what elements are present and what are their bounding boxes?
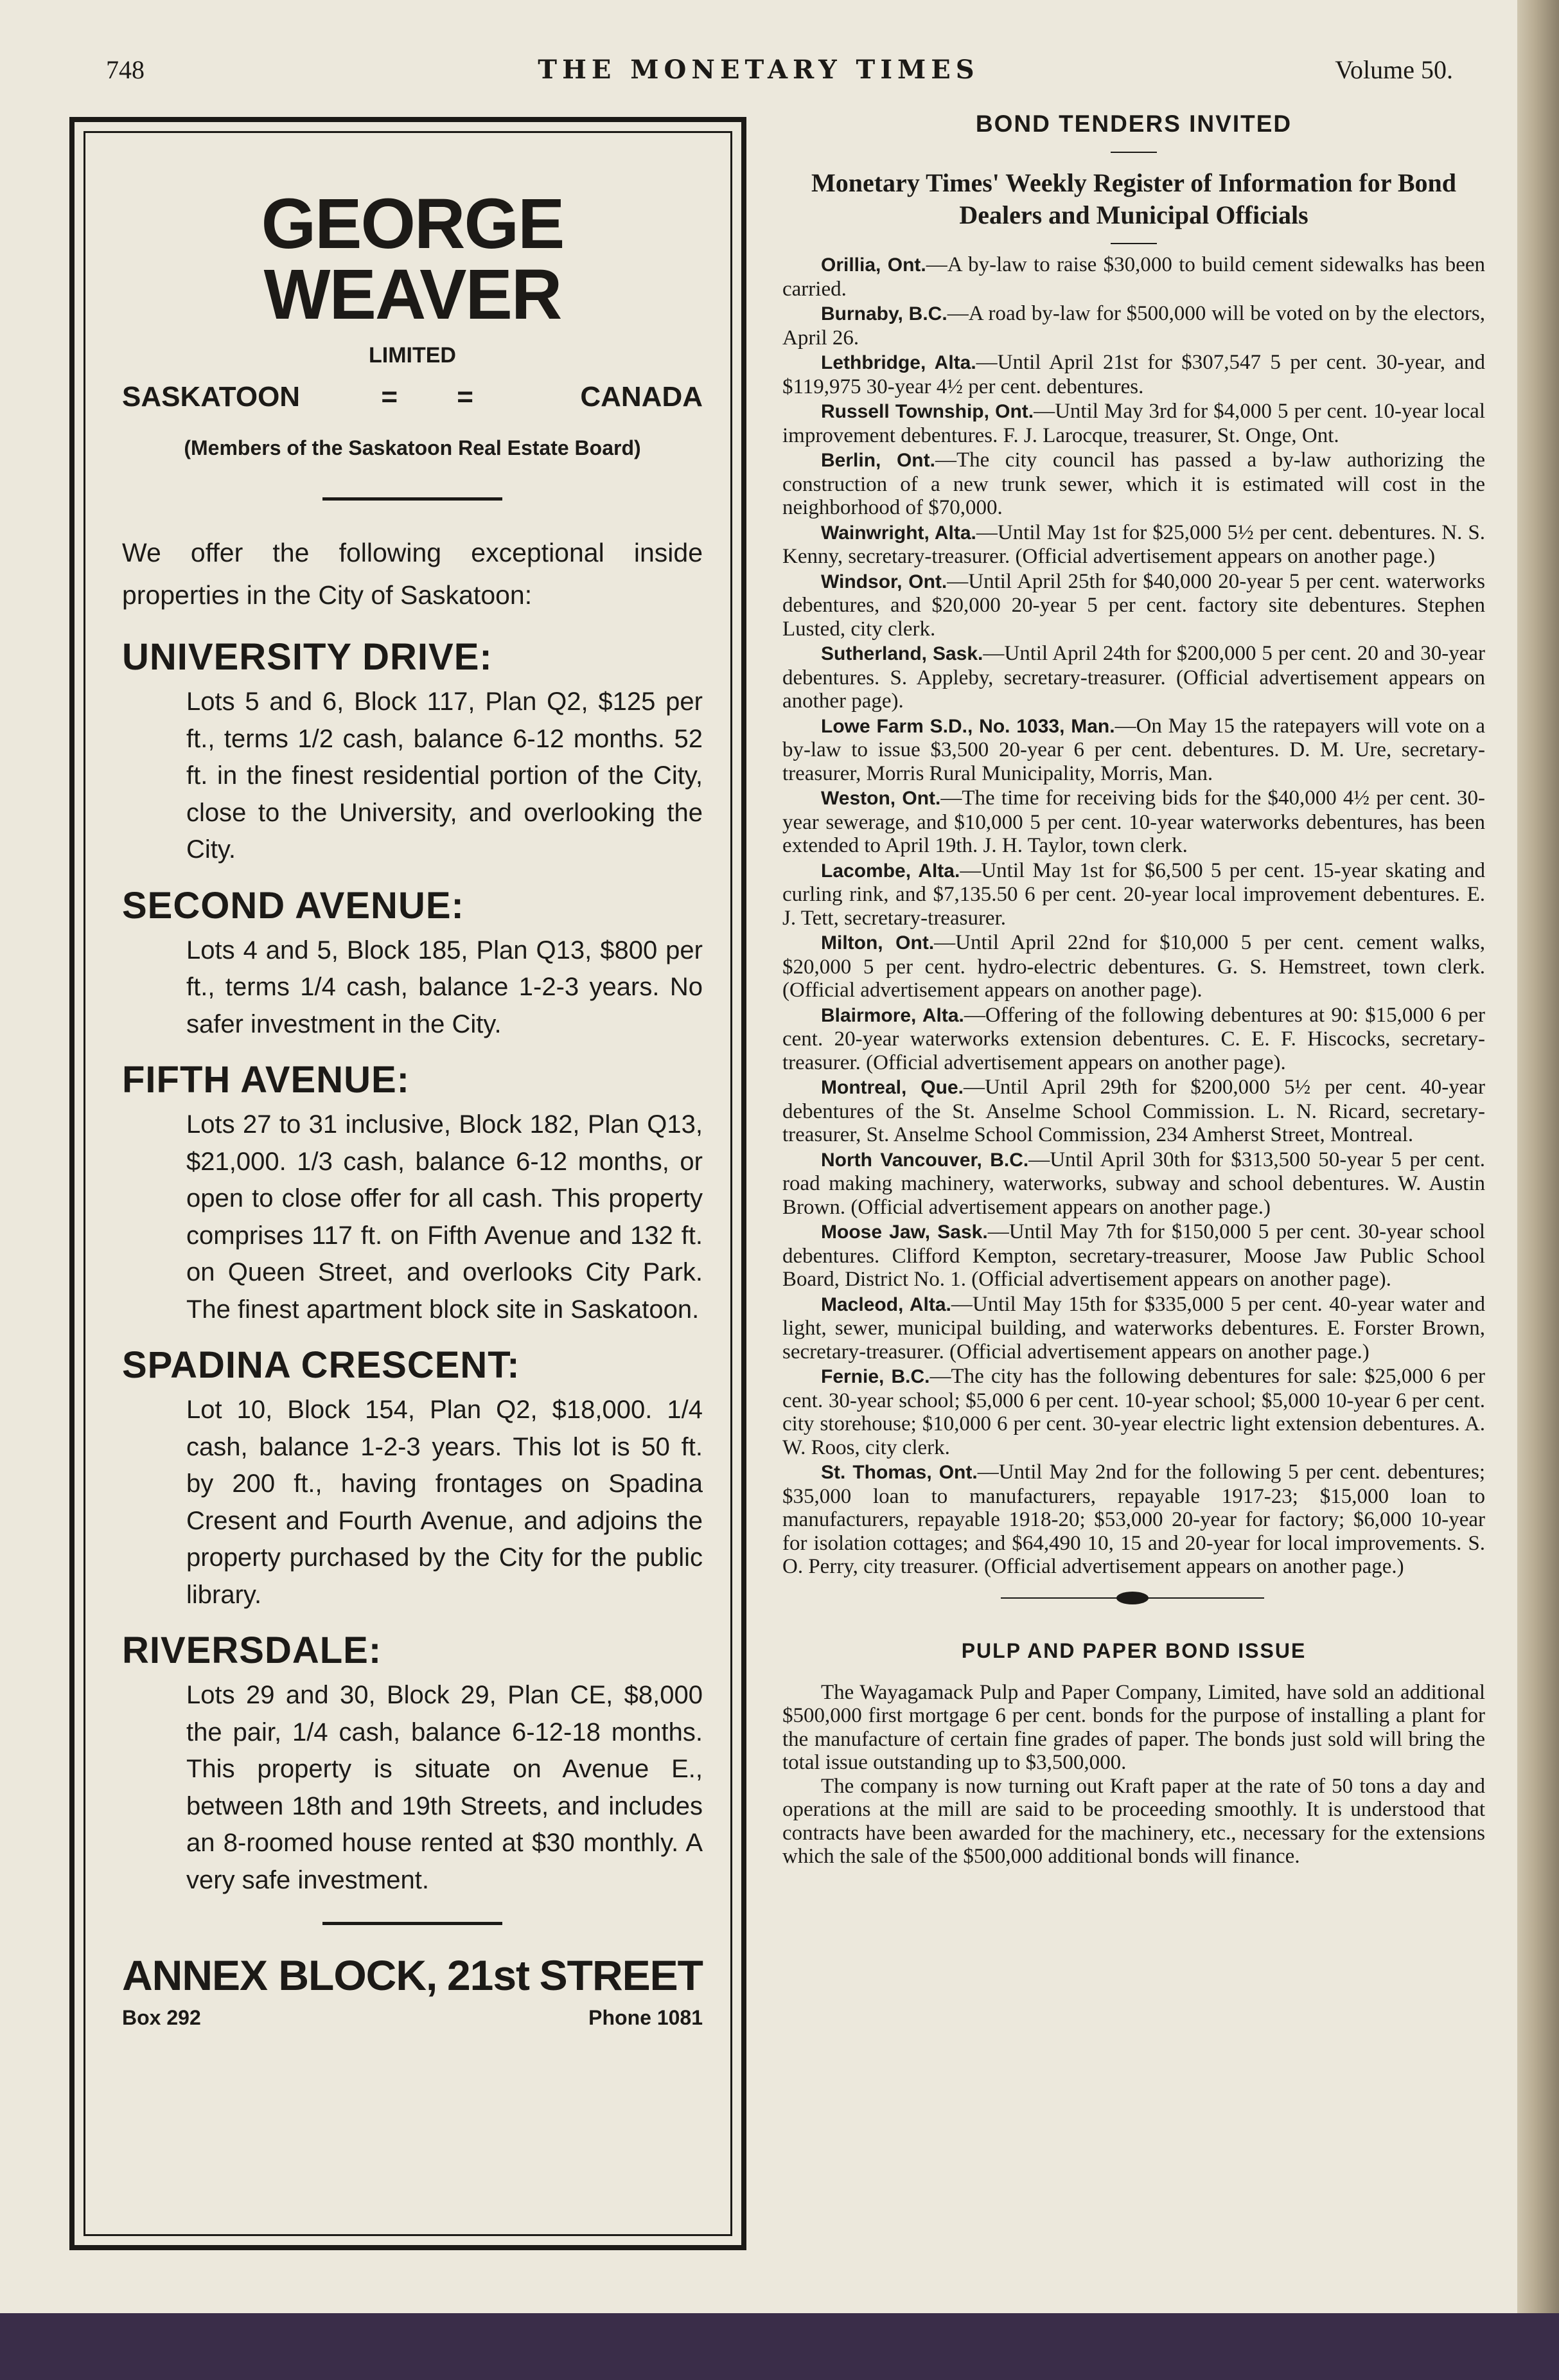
company-limited: LIMITED bbox=[369, 343, 456, 368]
tender-item bbox=[782, 1461, 1485, 1579]
divider bbox=[1111, 152, 1157, 153]
tender-place: Blairmore, Alta. bbox=[821, 1004, 964, 1026]
tender-text: —Until April 30th for $313,500 50-year 5 per cent. road making machinery, waterworks, subway and school debentures. W. Austin Brown. (Official advertisement appears on another page.) bbox=[782, 1148, 1485, 1219]
column-subheading: Monetary Times' Weekly Register of Information for Bond Dealers and Municipal Officials bbox=[811, 168, 1457, 229]
tender-place: Windsor, Ont. bbox=[821, 571, 947, 592]
tender-place: Wainwright, Alta. bbox=[821, 522, 976, 544]
page-number: 748 bbox=[106, 55, 145, 84]
office-address bbox=[122, 1951, 703, 2000]
city-name: SASKATOON bbox=[122, 381, 301, 413]
phone-number: Phone 1081 bbox=[588, 2006, 703, 2029]
tender-place: Lowe Farm S.D., No. 1033, Man. bbox=[821, 715, 1115, 737]
tender-text: —The time for receiving bids for the $40,000 4½ per cent. 30-year sewerage, and $10,000 5 per cent. 10-year waterworks debentures, has been extended to April 19th. J. H. Taylor, town clerk. bbox=[782, 786, 1485, 857]
tender-text: —Until May 1st for $6,500 5 per cent. 15-year skating and curling rink, and $7,135.50 6 per cent. 20-year local improvement debentures. E. J. Tett, secretary-treasurer. bbox=[782, 858, 1485, 930]
publication-title: THE MONETARY TIMES bbox=[538, 55, 980, 85]
tender-place: Macleod, Alta. bbox=[821, 1293, 951, 1315]
bond-tenders-column bbox=[782, 111, 1485, 1869]
background-cloth bbox=[0, 2313, 1559, 2380]
tender-text: —Until April 21st for $307,547 5 per cent. 30-year, and $119,975 30-year 4½ per cent. debentures. bbox=[782, 351, 1485, 398]
property-listing bbox=[122, 1629, 703, 1899]
tender-text: —Until April 29th for $200,000 5½ per cent. 40-year debentures of the St. Anselme School Commission. L. N. Ricard, secretary-treasurer, St. Anselme School Commission, 234 Amherst Street, Montreal. bbox=[782, 1076, 1485, 1146]
tender-item bbox=[782, 521, 1485, 569]
tender-text: —Until May 15th for $335,000 5 per cent. 40-year water and light, sewer, municipal building, and waterworks debentures. E. Forster Brown, secretary-treasurer. (Official advertisement appears on another page.) bbox=[782, 1292, 1485, 1363]
tender-item bbox=[782, 1076, 1485, 1147]
property-title: FIFTH AVENUE: bbox=[122, 1059, 410, 1101]
country-name: CANADA bbox=[580, 381, 703, 413]
tender-item bbox=[782, 1148, 1485, 1220]
membership-note: (Members of the Saskatoon Real Estate Board) bbox=[184, 436, 641, 459]
tender-item bbox=[782, 448, 1485, 520]
property-listing bbox=[122, 1344, 703, 1613]
tender-item bbox=[782, 1004, 1485, 1075]
ad-intro: We offer the following exceptional inside properties in the City of Saskatoon: bbox=[122, 538, 703, 610]
tender-text: —Until April 22nd for $10,000 5 per cent. cement walks, $20,000 5 per cent. hydro-electric debentures. G. S. Hemstreet, town clerk. (Official advertisement appears on another page). bbox=[782, 931, 1485, 1002]
tender-place: Sutherland, Sask. bbox=[821, 643, 983, 664]
property-listing bbox=[122, 884, 703, 1043]
property-listing bbox=[122, 635, 703, 869]
tender-item bbox=[782, 786, 1485, 858]
contact-line bbox=[122, 2006, 703, 2030]
tender-text: —Until May 1st for $25,000 5½ per cent. debentures. N. S. Kenny, secretary-treasurer. (Official advertisement appears on another page.) bbox=[782, 520, 1485, 568]
tender-text: —Until May 7th for $150,000 5 per cent. 30-year school debentures. Clifford Kempton, secretary-treasurer, Moose Jaw Public School Board, District No. 1. (Official advertisement appears on another page). bbox=[782, 1220, 1485, 1291]
tender-item bbox=[782, 715, 1485, 786]
tender-place: Lethbridge, Alta. bbox=[821, 352, 976, 373]
tender-text: —Until April 24th for $200,000 5 per cent. 20 and 30-year debentures. S. Appleby, secretary-treasurer. (Official advertisement appears on another page). bbox=[782, 642, 1486, 713]
address-street-number: 21st bbox=[446, 1951, 530, 1999]
tender-place: North Vancouver, B.C. bbox=[821, 1149, 1029, 1171]
tender-place: Milton, Ont. bbox=[821, 932, 935, 954]
tender-text: —A by-law to raise $30,000 to build cement sidewalks has been carried. bbox=[782, 253, 1485, 301]
tender-text: —Offering of the following debentures at 90: $15,000 6 per cent. 20-year waterworks extension debentures. C. E. F. Hiscocks, secretary-treasurer. (Official advertisement appears on another page). bbox=[782, 1003, 1485, 1074]
tender-item bbox=[782, 253, 1485, 301]
property-listing bbox=[122, 1058, 703, 1328]
company-name: GEORGE WEAVER bbox=[261, 184, 564, 334]
tender-place: Moose Jaw, Sask. bbox=[821, 1221, 988, 1243]
post-box: Box 292 bbox=[122, 2006, 201, 2029]
tender-text: —The city has the following debentures for sale: $25,000 6 per cent. 30-year school; $5,000 6 per cent. 10-year school; $5,000 10-year 6 per cent. city storehouse; $10,000 6 per cent. 30-year electric light extension debentures. A. W. Roos, city clerk. bbox=[782, 1365, 1485, 1459]
tender-item bbox=[782, 1293, 1485, 1364]
property-description: Lots 29 and 30, Block 29, Plan CE, $8,000 the pair, 1/4 cash, balance 6-12-18 months. This property is situate on Avenue E., between 18th and 19th Streets, and includes an 8-roomed house rented at $30 monthly. A very safe investment. bbox=[186, 1681, 703, 1894]
ornament-divider bbox=[782, 1592, 1485, 1604]
divider bbox=[322, 1922, 502, 1925]
page-edge bbox=[1517, 0, 1559, 2313]
column-heading: BOND TENDERS INVITED bbox=[975, 111, 1292, 137]
tender-place: Burnaby, B.C. bbox=[821, 303, 947, 324]
tender-list bbox=[782, 253, 1485, 1579]
property-title: UNIVERSITY DRIVE: bbox=[122, 636, 493, 678]
tender-item bbox=[782, 570, 1485, 641]
property-description: Lots 5 and 6, Block 117, Plan Q2, $125 per ft., terms 1/2 cash, balance 6-12 months. 52 ft. in the finest residential portion of the City, close to the University, and overlooking the City. bbox=[186, 688, 703, 864]
company-location bbox=[122, 381, 703, 413]
property-description: Lots 4 and 5, Block 185, Plan Q13, $800 per ft., terms 1/4 cash, balance 1-2-3 years. No safer investment in the City. bbox=[186, 936, 703, 1038]
property-description: Lots 27 to 31 inclusive, Block 182, Plan Q13, $21,000. 1/3 cash, balance 6-12 months, or open to close offer for all cash. This property comprises 117 ft. on Fifth Avenue and 132 ft. on Queen Street, and overlooks City Park. The finest apartment block site in Saskatoon. bbox=[186, 1110, 703, 1324]
tender-text: —Until May 2nd for the following 5 per cent. debentures; $35,000 loan to manufacturers, repayable 1917-23; $15,000 loan to manufacturers, repayable 1918-20; $53,000 20-year for factory; $6,000 10-year for isolation cottages; and $64,490 10, 15 and 20-year for local improvements. S. O. Perry, city treasurer. (Official advertisement appears on another page.) bbox=[782, 1461, 1485, 1578]
article-paragraph: The company is now turning out Kraft paper at the rate of 50 tons a day and operations at the mill are said to be proceeding smoothly. It is understood that contracts have been awarded for the machinery, etc., necessary for the extensions which the sale of the $500,000 additional bonds will finance. bbox=[782, 1774, 1485, 1868]
real-estate-advertisement bbox=[122, 117, 703, 2030]
address-block: ANNEX BLOCK, bbox=[122, 1951, 437, 1999]
tender-place: Fernie, B.C. bbox=[821, 1366, 930, 1387]
tender-text: —The city council has passed a by-law authorizing the construction of a new trunk sewer, which it is estimated will cost in the neighborhood of $70,000. bbox=[782, 448, 1485, 519]
tender-place: Orillia, Ont. bbox=[821, 254, 926, 276]
article-paragraph: The Wayagamack Pulp and Paper Company, Limited, have sold an additional $500,000 first mortgage 6 per cent. bonds for the purpose of installing a plant for the manufacture of certain fine grades of paper. The bonds just sold will bring the total issue outstanding up to $3,500,000. bbox=[782, 1680, 1485, 1774]
address-street: STREET bbox=[539, 1951, 703, 1999]
divider bbox=[1111, 243, 1157, 244]
volume-label: Volume 50. bbox=[1335, 55, 1453, 84]
tender-place: Montreal, Que. bbox=[821, 1077, 964, 1098]
tender-item bbox=[782, 931, 1485, 1002]
ornament-dot bbox=[1116, 1592, 1149, 1604]
property-title: SPADINA CRESCENT: bbox=[122, 1344, 520, 1386]
property-title: RIVERSDALE: bbox=[122, 1630, 382, 1671]
tender-item bbox=[782, 302, 1485, 350]
article-body bbox=[782, 1681, 1485, 1869]
property-title: SECOND AVENUE: bbox=[122, 884, 464, 927]
tender-item bbox=[782, 400, 1485, 447]
tender-item bbox=[782, 642, 1485, 713]
tender-place: Lacombe, Alta. bbox=[821, 860, 960, 882]
tender-text: —A road by-law for $500,000 will be voted on by the electors, April 26. bbox=[782, 302, 1485, 350]
tender-text: —Until May 3rd for $4,000 5 per cent. 10-year local improvement debentures. F. J. Larocque, treasurer, St. Onge, Ont. bbox=[782, 400, 1485, 447]
tender-place: Russell Township, Ont. bbox=[821, 401, 1034, 422]
tender-item bbox=[782, 1220, 1485, 1292]
tender-place: Berlin, Ont. bbox=[821, 450, 935, 471]
article-heading: PULP AND PAPER BOND ISSUE bbox=[961, 1638, 1307, 1662]
tender-item bbox=[782, 859, 1485, 930]
tender-text: —Until April 25th for $40,000 20-year 5 per cent. waterworks debentures, and $20,000 20-year 5 per cent. factory site debentures. Stephen Lusted, city clerk. bbox=[782, 569, 1485, 641]
tender-text: —On May 15 the ratepayers will vote on a by-law to issue $3,500 20-year 6 per cent. debentures. D. M. Ure, secretary-treasurer, Morris Rural Municipality, Morris, Man. bbox=[782, 714, 1486, 785]
location-separator: = = bbox=[381, 381, 500, 413]
tender-place: St. Thomas, Ont. bbox=[821, 1462, 978, 1483]
property-description: Lot 10, Block 154, Plan Q2, $18,000. 1/4 cash, balance 1-2-3 years. This lot is 50 ft. by 200 ft., having frontages on Spadina Cresent and Fourth Avenue, and adjoins the property purchased by the City for the public library. bbox=[186, 1396, 703, 1609]
tender-place: Weston, Ont. bbox=[821, 788, 941, 809]
tender-item bbox=[782, 351, 1485, 398]
divider bbox=[322, 497, 502, 501]
tender-item bbox=[782, 1365, 1485, 1459]
